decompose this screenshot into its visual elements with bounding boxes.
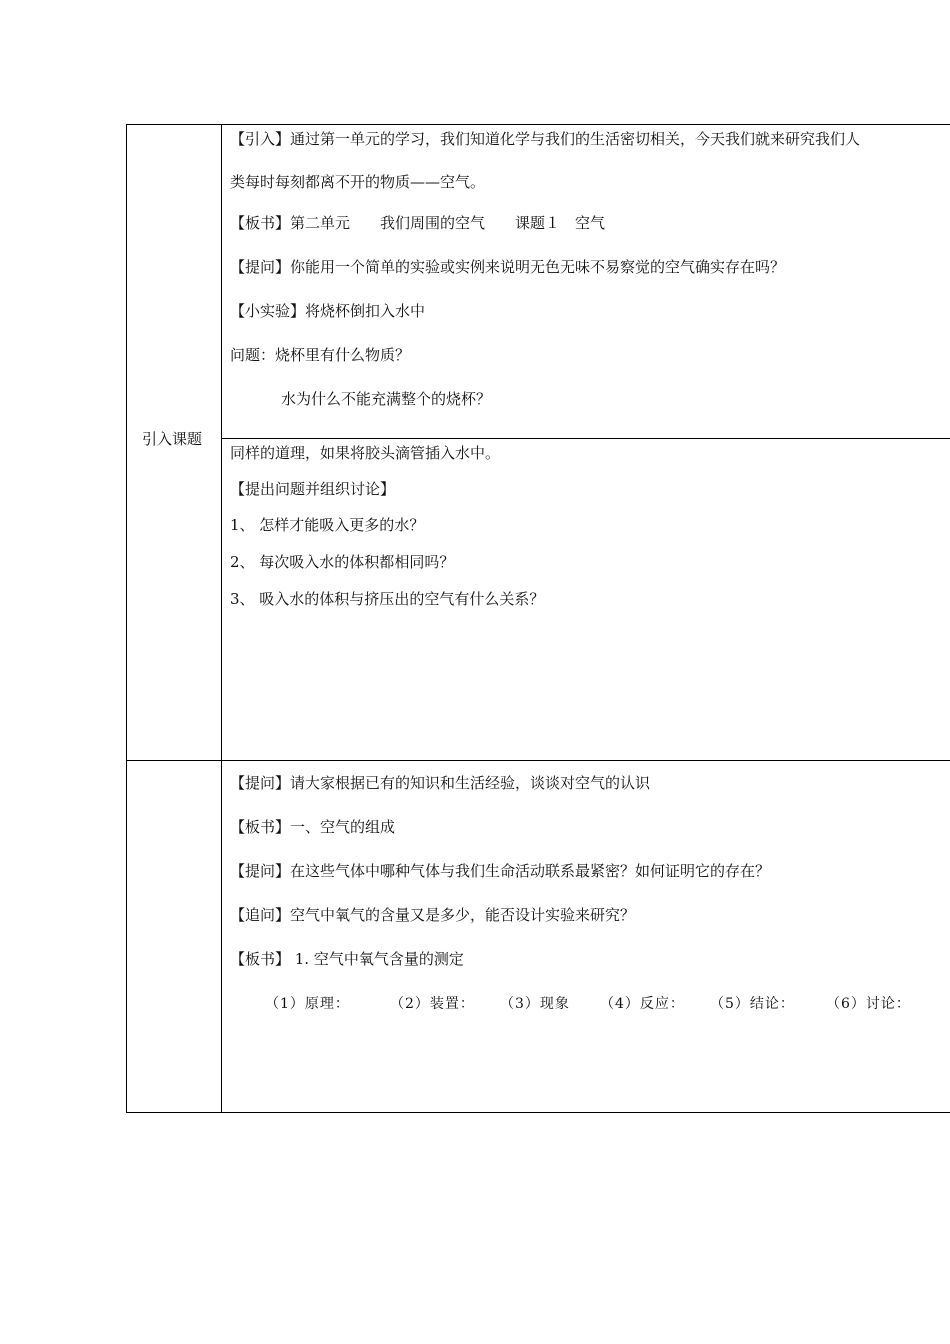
option-phenomenon: （3）现象 [500,996,570,1012]
table-border-bottom [126,1112,950,1113]
option-reaction: （4）反应： [600,996,685,1012]
option-discussion: （6）讨论： [826,996,911,1012]
intro-line-2: 类每时每刻都离不开的物质——空气。 [230,173,486,191]
board-oxygen-measurement: 【板书】 1. 空气中氧气含量的测定 [230,950,464,968]
table-column-divider [221,124,222,1113]
table-border-left [126,124,127,1113]
discussion-item: 3、 吸入水的体积与挤压出的空气有什么关系？ [230,590,545,608]
discussion-item: 1、 怎样才能吸入更多的水？ [230,516,425,534]
table-row-divider [126,760,950,761]
board-unit-title: 【板书】第二单元 我们周围的空气 课题１ 空气 [230,214,606,232]
option-apparatus: （2）装置： [390,996,475,1012]
question-air-knowledge: 【提问】请大家根据已有的知识和生活经验，谈谈对空气的认识 [230,774,651,792]
board-composition: 【板书】一、空气的组成 [230,818,396,836]
option-principle: （1）原理： [265,996,350,1012]
mini-experiment: 【小实验】将烧杯倒扣入水中 [230,302,426,320]
problem-line-2: 水为什么不能充满整个的烧杯？ [281,390,492,408]
table-border-top [126,124,950,125]
problem-line: 问题：烧杯里有什么物质？ [230,346,411,364]
question-air-exists: 【提问】你能用一个简单的实验或实例来说明无色无味不易察觉的空气确实存在吗？ [230,258,786,276]
discussion-item: 2、 每次吸入水的体积都相同吗？ [230,553,455,571]
dropper-line: 同样的道理，如果将胶头滴管插入水中。 [230,444,501,462]
intro-line-1: 【引入】通过第一单元的学习，我们知道化学与我们的生活密切相关，今天我们就来研究我们人 [230,130,861,148]
option-conclusion: （5）结论： [710,996,795,1012]
section-label-intro: 引入课题 [142,430,203,448]
discussion-heading: 【提出问题并组织讨论】 [230,480,396,498]
followup-oxygen-content: 【追问】空气中氧气的含量又是多少，能否设计实验来研究？ [230,906,636,924]
table-row-divider-inner [221,438,950,439]
question-gas-life: 【提问】在这些气体中哪种气体与我们生命活动联系最紧密？如何证明它的存在？ [230,862,771,880]
